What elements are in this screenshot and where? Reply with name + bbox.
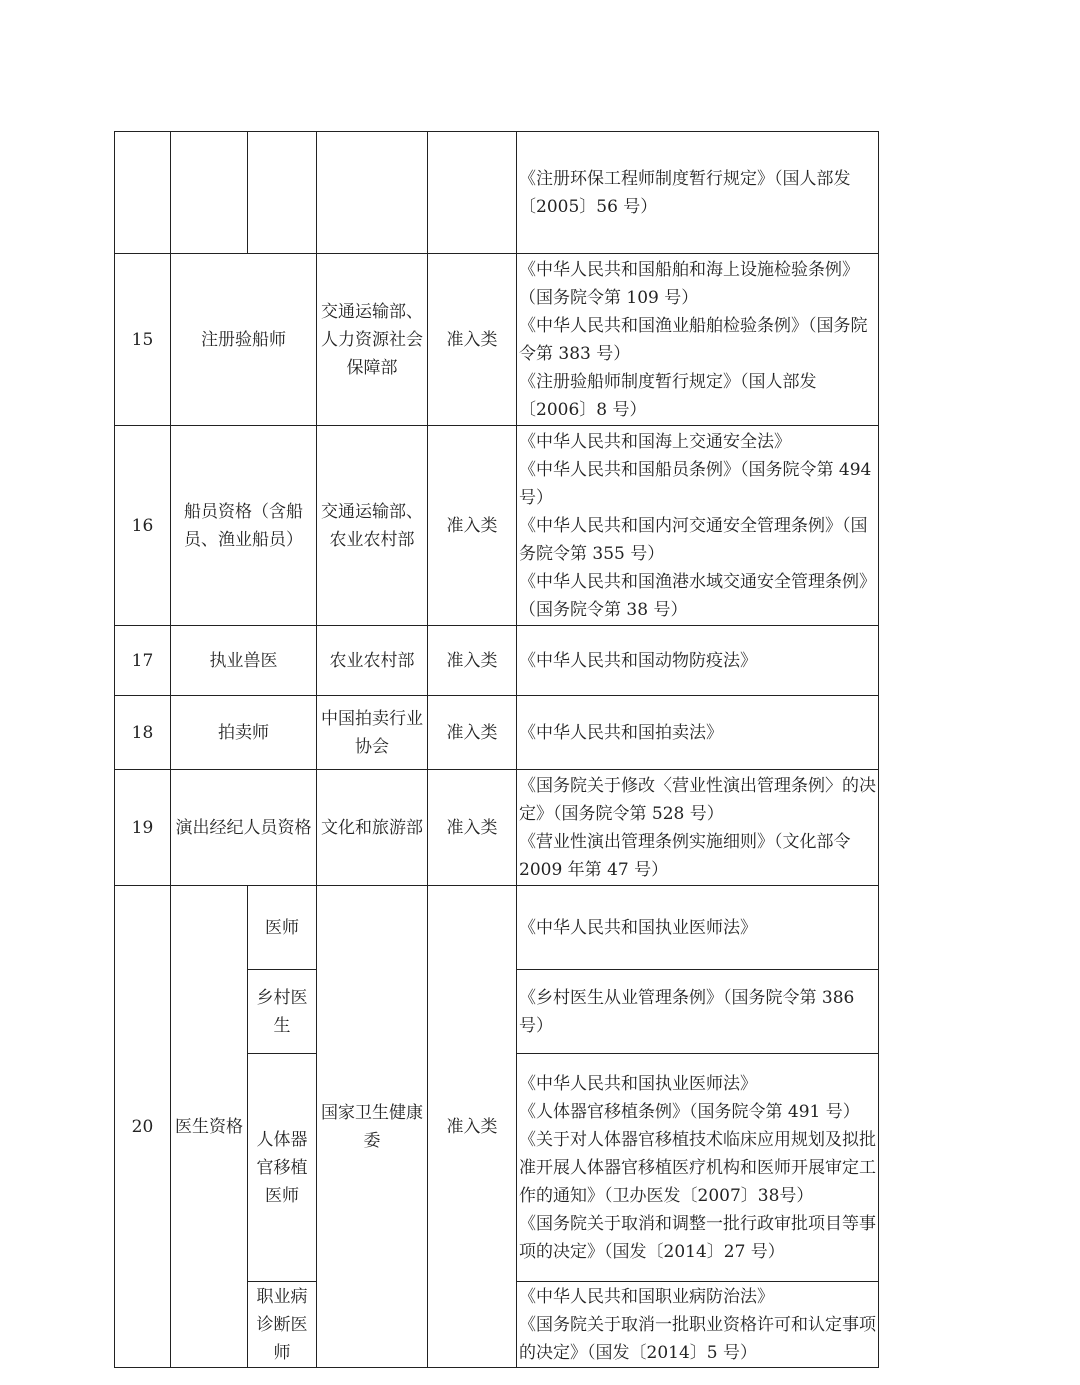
sub-qualification: 医师 (248, 886, 317, 970)
basis-line: 《注册验船师制度暂行规定》（国人部发〔2006〕8 号） (519, 371, 817, 420)
department: 交通运输部、人力资源社会保障部 (317, 254, 428, 426)
qualification-name: 拍卖师 (171, 696, 317, 770)
row-number: 17 (115, 626, 171, 696)
legal-basis (517, 254, 879, 426)
department: 文化和旅游部 (317, 770, 428, 886)
qualification-name: 演出经纪人员资格 (171, 770, 317, 886)
basis-line: 《乡村医生从业管理条例》（国务院令第 386号） (519, 987, 855, 1036)
qualification-name: 执业兽医 (171, 626, 317, 696)
basis-line: 《国务院关于取消和调整一批行政审批项目等事项的决定》（国发〔2014〕27 号） (519, 1213, 876, 1262)
table-row (115, 696, 879, 770)
row-number: 18 (115, 696, 171, 770)
basis-line: 《中华人民共和国海上交通安全法》 (519, 431, 791, 452)
qualification-type: 准入类 (428, 770, 517, 886)
basis-line: 《人体器官移植条例》（国务院令第 491 号） (519, 1101, 860, 1122)
basis-line: 《国务院关于取消一批职业资格许可和认定事项的决定》（国发〔2014〕5 号） (519, 1314, 876, 1363)
qualification-type: 准入类 (428, 426, 517, 626)
qualification-name: 船员资格（含船员、渔业船员） (171, 426, 317, 626)
basis-line: 《中华人民共和国执业医师法》 (519, 1073, 757, 1094)
table-row (115, 426, 879, 626)
row-number: 20 (115, 886, 171, 1368)
table-row (115, 626, 879, 696)
basis-line: 《中华人民共和国执业医师法》 (519, 917, 757, 938)
sub-qualification: 乡村医生 (248, 970, 317, 1054)
qualification-name: 医生资格 (171, 886, 248, 1368)
legal-basis (517, 886, 879, 970)
legal-basis (517, 626, 879, 696)
sub-qualification: 人体器官移植医师 (248, 1054, 317, 1282)
legal-basis: 《注册环保工程师制度暂行规定》（国人部发〔2005〕56 号） (517, 132, 879, 254)
department: 国家卫生健康委 (317, 886, 428, 1368)
table-row (115, 886, 879, 970)
qualification-type: 准入类 (428, 696, 517, 770)
qualification-table (114, 131, 879, 1368)
legal-basis (517, 696, 879, 770)
basis-line: 《中华人民共和国渔港水域交通安全管理条例》（国务院令第 38 号） (519, 571, 876, 620)
basis-line: 《关于对人体器官移植技术临床应用规划及拟批准开展人体器官移植医疗机构和医师开展审定工作的通知》（卫办医发〔2007〕38号） (519, 1129, 876, 1206)
empty-cell (171, 132, 248, 254)
basis-line: 《中华人民共和国职业病防治法》 (519, 1286, 774, 1307)
legal-basis (517, 1054, 879, 1282)
basis-line: 《中华人民共和国渔业船舶检验条例》（国务院令第 383 号） (519, 315, 868, 364)
row-number (115, 132, 171, 254)
basis-line: 《中华人民共和国内河交通安全管理条例》（国务院令第 355 号） (519, 515, 868, 564)
basis-line: 《中华人民共和国拍卖法》 (519, 722, 723, 743)
qualification-name: 注册验船师 (171, 254, 317, 426)
department: 中国拍卖行业协会 (317, 696, 428, 770)
legal-basis (517, 426, 879, 626)
basis-line: 《国务院关于修改〈营业性演出管理条例〉的决定》（国务院令第 528 号） (519, 775, 876, 824)
row-number: 16 (115, 426, 171, 626)
table-row (115, 254, 879, 426)
qualification-type: 准入类 (428, 626, 517, 696)
qualification-type: 准入类 (428, 886, 517, 1368)
basis-line: 《中华人民共和国船舶和海上设施检验条例》（国务院令第 109 号） (519, 259, 859, 308)
legal-basis (517, 970, 879, 1054)
basis-line: 《中华人民共和国船员条例》（国务院令第 494 号） (519, 459, 872, 508)
basis-line: 《营业性演出管理条例实施细则》（文化部令2009 年第 47 号） (519, 831, 851, 880)
table-row (115, 770, 879, 886)
department: 农业农村部 (317, 626, 428, 696)
empty-cell (428, 132, 517, 254)
department: 交通运输部、农业农村部 (317, 426, 428, 626)
qualification-type: 准入类 (428, 254, 517, 426)
empty-cell (317, 132, 428, 254)
row-number: 19 (115, 770, 171, 886)
basis-line: 《中华人民共和国动物防疫法》 (519, 650, 757, 671)
table-row (115, 132, 879, 254)
sub-qualification: 职业病诊断医师 (248, 1282, 317, 1368)
legal-basis (517, 1282, 879, 1368)
legal-basis (517, 770, 879, 886)
row-number: 15 (115, 254, 171, 426)
empty-cell (248, 132, 317, 254)
